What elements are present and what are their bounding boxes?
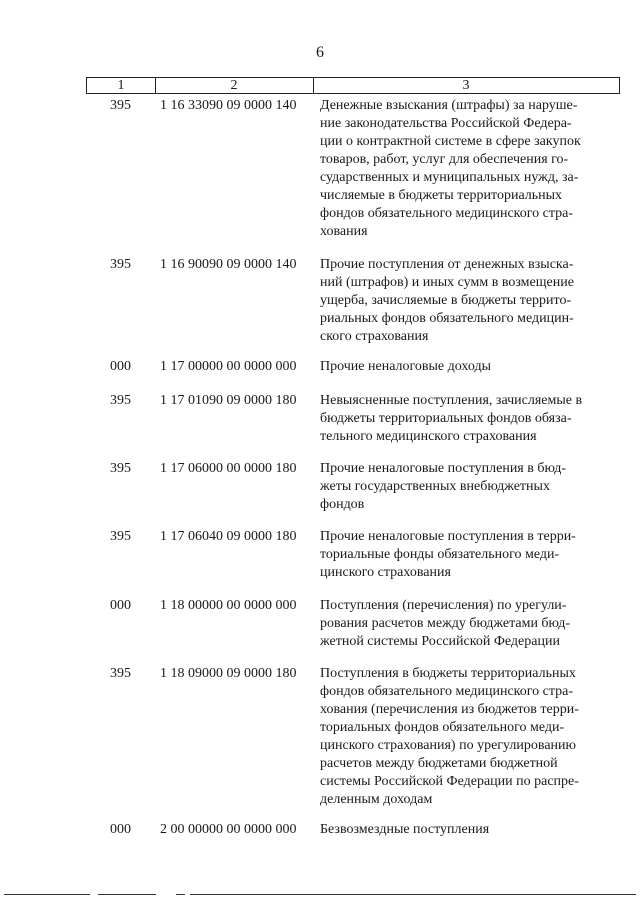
- row-description: Безвозмездные поступления: [320, 822, 490, 837]
- row-description: Прочие неналоговые поступления в терри- ториальные фонды обязательного меди- цинского страхования: [320, 529, 576, 580]
- header-col-3: 3: [462, 78, 470, 93]
- budget-code: 1 17 01090 09 0000 180: [160, 393, 297, 408]
- admin-code: 000: [110, 359, 131, 374]
- admin-code: 000: [110, 822, 131, 837]
- budget-code: 1 17 06040 09 0000 180: [160, 529, 297, 544]
- admin-code: 395: [110, 461, 131, 476]
- row-description: Прочие неналоговые доходы: [320, 359, 492, 374]
- budget-code: 2 00 00000 00 0000 000: [160, 822, 297, 837]
- row-description: Невыясненные поступления, зачисляемые в бюджеты территориальных фондов обяза- тельного медицинского страхования: [320, 393, 583, 444]
- budget-code: 1 16 90090 09 0000 140: [160, 257, 297, 272]
- header-col-2: 2: [155, 78, 314, 93]
- admin-code: 395: [110, 98, 131, 113]
- row-description: Поступления (перечисления) по урегули- рования расчетов между бюджетами бюд- жетной системы Российской Федерации: [320, 598, 571, 649]
- budget-code: 1 17 06000 00 0000 180: [160, 461, 297, 476]
- table-header: [86, 77, 620, 94]
- page-bottom-rule: [0, 890, 640, 900]
- budget-code: 1 17 00000 00 0000 000: [160, 359, 297, 374]
- admin-code: 000: [110, 598, 131, 613]
- row-description: Денежные взыскания (штрафы) за наруше- ние законодательства Российской Федера- ции о контрактной системе в сфере закупок товаров, работ, услуг для обеспечения го- сударственных и муниципальных нужд, за- числяемые в бюджеты территориальных фондов обязательного медицинского стра- хования: [320, 98, 581, 239]
- admin-code: 395: [110, 666, 131, 681]
- row-description: Прочие поступления от денежных взыска- ний (штрафов) и иных сумм в возмещение ущерба, зачисляемые в бюджеты террито- риальных фондов обязательного медицин- ского страхования: [320, 257, 574, 344]
- admin-code: 395: [110, 393, 131, 408]
- header-col-1: 1: [87, 78, 156, 93]
- row-description: Прочие неналоговые поступления в бюд- жеты государственных внебюджетных фондов: [320, 461, 567, 512]
- budget-code: 1 18 09000 09 0000 180: [160, 666, 297, 681]
- page-number: 6: [316, 44, 324, 61]
- admin-code: 395: [110, 529, 131, 544]
- budget-code: 1 16 33090 09 0000 140: [160, 98, 297, 113]
- budget-code: 1 18 00000 00 0000 000: [160, 598, 297, 613]
- admin-code: 395: [110, 257, 131, 272]
- row-description: Поступления в бюджеты территориальных фондов обязательного медицинского стра- хования (перечисления из бюджетов терри- ториальных фондов обязательного меди- цинского страхования) по урегулированию расчетов между бюджетами бюджетной системы Российской Федерации по распре- деленным доходам: [320, 666, 579, 807]
